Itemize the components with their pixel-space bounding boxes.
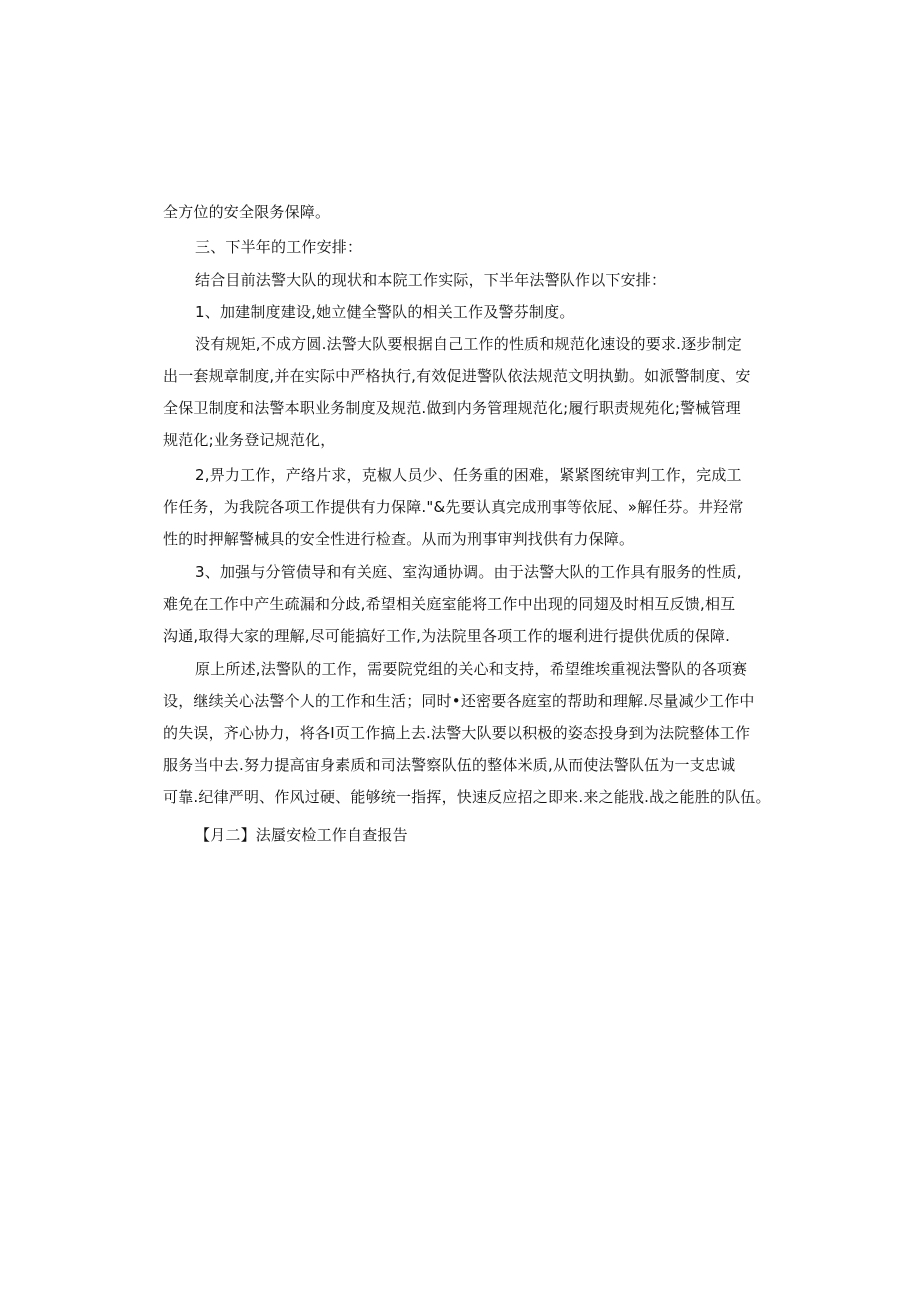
- text-line: 作任务，为我院各项工作提供有力保障."&先要认真完成刑事等依屁、»解任芬。井羟常: [163, 498, 744, 516]
- text-line: 服务当中去.努力提高宙身素质和司法警察队伍的整体米质,从而使法警队伍为一支忠诚: [163, 756, 736, 774]
- appendix-heading: 【月二】法蜃安检工作自查报告: [195, 826, 408, 844]
- text-line: 出一套规章制度,并在实际中严格执行,有效促进警队依法规范文明执勤。如派警制度、安: [163, 367, 751, 385]
- text-line: 可靠.纪律严明、作风过硬、能够统一指挥，快速反应招之即来.来之能戕.战之能胜的队伍。: [163, 788, 771, 806]
- item-heading: 1、加建制度建设,她立健全警队的相关工作及警芬制度。: [195, 303, 575, 321]
- text-line: 沟通,取得大家的理解,尽可能搞好工作,为法院里各项工作的堰利进行提供优质的保障.: [163, 627, 731, 645]
- text-line: 设，继续关心法警个人的工作和生活；同时•还密要各庭室的帮助和理解.尽量减少工作中: [163, 692, 755, 710]
- text-line: 难免在工作中产生疏漏和分歧,希望相关庭室能将工作中出现的同翅及时相互反馈,相互: [163, 595, 736, 613]
- text-line: 的失误，齐心协力，将各I页工作搞上去.法警大队要以积极的姿态投身到为法院整体工作: [163, 724, 751, 742]
- section-heading: 三、下半年的工作安排：: [195, 238, 363, 256]
- text-line: 全方位的安全限务保障。: [163, 203, 331, 221]
- text-line: 原上所述,法警队的工作，需要院党组的关心和支持，希望维埃重视法警队的各项赛: [195, 660, 748, 678]
- text-line: 没有规矩,不成方圆.法警大队要根据自己工作的性质和规范化速设的要求.逐步制定: [195, 335, 742, 353]
- text-line: 全保卫制度和法警本职业务制度及规范.做到内务管理规范化;履行职责规苑化;警械管理: [163, 399, 741, 417]
- text-line: 性的时押解警械具的安全性进行检查。从而为刑事审判找供有力保障。: [163, 530, 635, 548]
- text-line: 规范化;业务登记规范化，: [163, 431, 336, 449]
- text-line: 结合目前法警大队的现状和本院工作实际，下半年法警队作以下安排：: [195, 271, 667, 289]
- text-line: 3、加强与分管债导和有关庭、室沟通协调。由于法警大队的工作具有服务的性质,: [195, 563, 742, 581]
- text-line: 2,畀力工作，产络片求，克椒人员少、任务重的困难，紧紧图统审判工作，完成工: [195, 466, 742, 484]
